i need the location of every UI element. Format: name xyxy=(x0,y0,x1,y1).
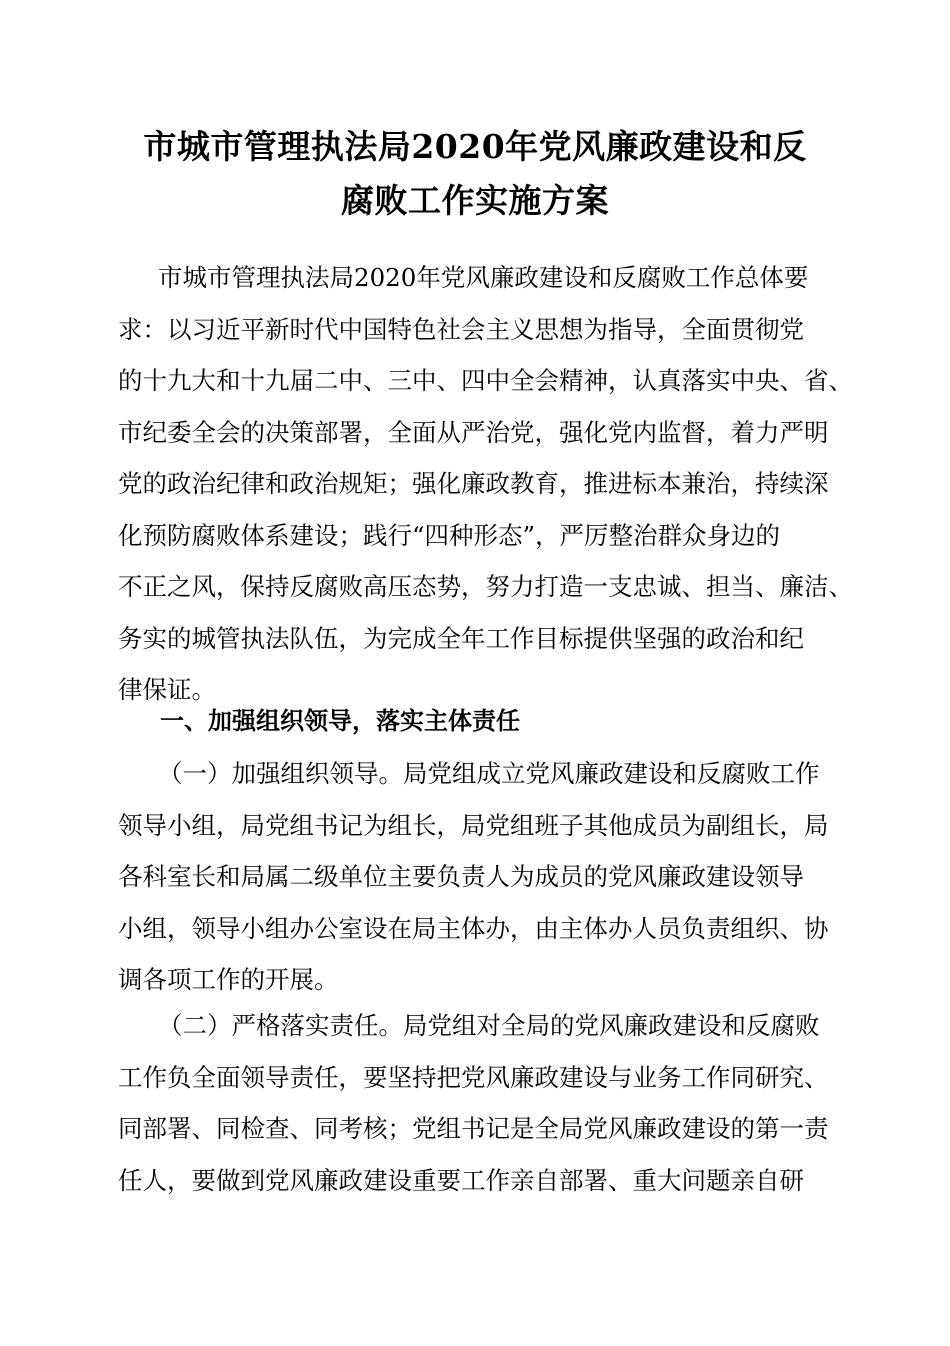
intro-line: 市纪委全会的决策部署，全面从严治党，强化党内监督，着力严明 xyxy=(118,417,829,447)
document-title xyxy=(118,120,832,228)
paragraph-line: 调各项工作的开展。 xyxy=(118,965,339,994)
paragraph-text: 局党组成立党风廉政建设和反腐败工作 xyxy=(403,759,820,788)
paragraph-lead: （二）严格落实责任。 xyxy=(158,1011,403,1040)
paragraph-first-line xyxy=(118,748,838,800)
paragraph-line: 工作负全面领导责任，要坚持把党风廉政建设与业务工作同研究、 xyxy=(118,1062,829,1092)
intro-line: 律保证。 xyxy=(118,675,216,704)
intro-line: 务实的城管执法队伍，为完成全年工作目标提供坚强的政治和纪 xyxy=(118,623,804,653)
paragraph-line: 同部署、同检查、同考核；党组书记是全局党风廉政建设的第一责 xyxy=(118,1114,829,1143)
intro-line: 化预防腐败体系建设；践行“四种形态”，严厉整治群众身边的 xyxy=(118,520,781,550)
intro-line: 的十九大和十九届二中、三中、四中全会精神，认真落实中央、省、 xyxy=(118,366,853,395)
section-heading: 一、加强组织领导，落实主体责任 xyxy=(160,707,520,735)
intro-line: 不正之风，保持反腐败高压态势，努力打造一支忠诚、担当、廉洁、 xyxy=(118,572,853,601)
intro-line: 党的政治纪律和政治规矩；强化廉政教育，推进标本兼治，持续深 xyxy=(118,469,829,498)
paragraph-line: 小组，领导小组办公室设在局主体办，由主体办人员负责组织、协 xyxy=(118,913,829,943)
intro-paragraph xyxy=(118,252,853,716)
paragraph-responsibility xyxy=(118,1000,838,1206)
intro-line: 求：以习近平新时代中国特色社会主义思想为指导，全面贯彻党 xyxy=(118,314,804,344)
paragraph-line: 任人，要做到党风廉政建设重要工作亲自部署、重大问题亲自研 xyxy=(118,1165,804,1195)
paragraph-lead: （一）加强组织领导。 xyxy=(158,759,403,788)
paragraph-line: 领导小组，局党组书记为组长，局党组班子其他成员为副组长，局 xyxy=(118,810,829,840)
paragraph-text: 局党组对全局的党风廉政建设和反腐败 xyxy=(403,1011,820,1040)
paragraph-organization xyxy=(118,748,838,1006)
title-line-1: 市城市管理执法局2020年党风廉政建设和反 xyxy=(143,127,807,166)
paragraph-first-line xyxy=(118,1000,838,1052)
paragraph-line: 各科室长和局属二级单位主要负责人为成员的党风廉政建设领导 xyxy=(118,862,804,891)
title-line-2: 腐败工作实施方案 xyxy=(341,181,609,220)
intro-line: 市城市管理执法局2020年党风廉政建设和反腐败工作总体要 xyxy=(158,263,809,292)
